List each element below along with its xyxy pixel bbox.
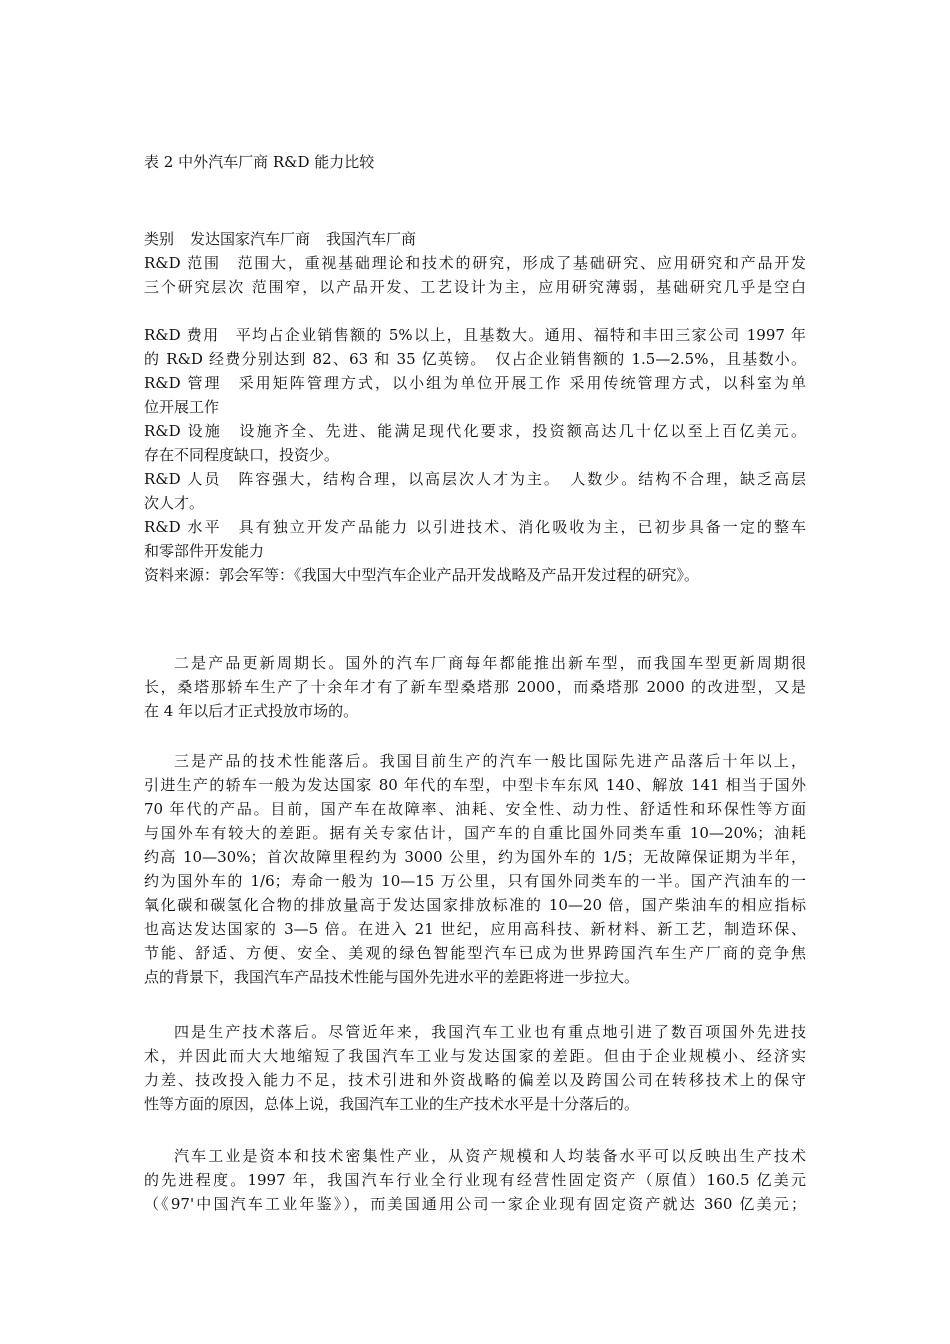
table-row-line: R&D 管理 采用矩阵管理方式，以小组为单位开展工作 采用传统管理方式，以科室为单 (144, 374, 806, 392)
paragraph-line: 术，并因此而大大地缩短了我国汽车工业与发达国家的差距。但由于企业规模小、经济实 (144, 1047, 806, 1065)
header-developed: 发达国家汽车厂商 (190, 230, 311, 248)
paragraph-line: 力差、技改投入能力不足，技术引进和外资战略的偏差以及跨国公司在转移技术上的保守 (144, 1071, 806, 1089)
header-category: 类别 (144, 230, 175, 248)
paragraph-line: 引进生产的轿车一般为发达国家 80 年代的车型，中型卡车东风 140、解放 141 相当于国外 (144, 776, 806, 794)
paragraph-line: （《97'中国汽车工业年鉴》），而美国通用公司一家企业现有固定资产就达 360 亿美元； (144, 1195, 806, 1213)
comparison-table (144, 227, 806, 587)
table-source: 资料来源：郭会军等：《我国大中型汽车企业产品开发战略及产品开发过程的研究》。 (144, 566, 700, 584)
paragraph-line: 的先进程度。1997 年，我国汽车行业全行业现有经营性固定资产（原值）160.5 亿美元 (144, 1171, 806, 1189)
paragraph-line: 长，桑塔那轿车生产了十余年才有了新车型桑塔那 2000，而桑塔那 2000 的改进型，又是 (144, 678, 806, 696)
table-row-line: R&D 费用 平均占企业销售额的 5%以上，且基数大。通用、福特和丰田三家公司 1997 年 (144, 326, 806, 344)
table-header-row (144, 227, 806, 251)
paragraph-line: 二是产品更新周期长。国外的汽车厂商每年都能推出新车型，而我国车型更新周期很 (174, 654, 806, 672)
table-row-management (144, 371, 806, 419)
paragraph-line: 四是生产技术落后。尽管近年来，我国汽车工业也有重点地引进了数百项国外先进技 (174, 1023, 806, 1041)
paragraph-line: 约为国外车的 1/6；寿命一般为 10—15 万公里，只有国外同类车的一半。国产汽油车的一 (144, 872, 806, 890)
table-row-personnel (144, 467, 806, 515)
paragraph-line: 在 4 年以后才正式投放市场的。 (144, 702, 359, 720)
table-row-line: 次人才。 (144, 494, 205, 512)
table-row-line: 和零部件开发能力 (144, 542, 265, 560)
table-row-scope (144, 251, 806, 299)
paragraph-line: 与国外车有较大的差距。据有关专家估计，国产车的自重比国外同类车重 10—20%；油耗 (144, 824, 806, 842)
table-row-level (144, 515, 806, 563)
paragraph-line: 节能、舒适、方便、安全、美观的绿色智能型汽车已成为世界跨国汽车生产厂商的竞争焦 (144, 944, 806, 962)
paragraph-update-cycle (144, 651, 806, 723)
paragraph-line: 点的背景下，我国汽车产品技术性能与国外先进水平的差距将进一步拉大。 (144, 968, 640, 986)
table-row-line: 位开展工作 (144, 398, 220, 416)
table-row-line: R&D 设施 设施齐全、先进、能满足现代化要求，投资额高达几十亿以至上百亿美元。 (144, 422, 806, 440)
paragraph-capital-intensity (144, 1144, 806, 1216)
header-china: 我国汽车厂商 (326, 230, 417, 248)
table-title: 表 2 中外汽车厂商 R&D 能力比较 (144, 153, 375, 171)
table-row-facilities (144, 419, 806, 467)
paragraph-line: 也高达发达国家的 3—5 倍。在进入 21 世纪，应用高科技、新材料、新工艺，制造环保、 (144, 920, 806, 938)
paragraph-line: 汽车工业是资本和技术密集性产业，从资产规模和人均装备水平可以反映出生产技术 (174, 1147, 806, 1165)
table-row-line: 存在不同程度缺口，投资少。 (144, 446, 340, 464)
paragraph-line: 性等方面的原因，总体上说，我国汽车工业的生产技术水平是十分落后的。 (144, 1095, 640, 1113)
table-row-line: 的 R&D 经费分别达到 82、63 和 35 亿英镑。 仅占企业销售额的 1.5—2.5%，且基数小。 (144, 350, 806, 368)
table-row-line: R&D 人员 阵容强大，结构合理，以高层次人才为主。 人数少。结构不合理，缺乏高层 (144, 470, 806, 488)
paragraph-line: 70 年代的产品。目前，国产车在故障率、油耗、安全性、动力性、舒适性和环保性等方面 (144, 800, 806, 818)
table-row-line: R&D 范围 范围大，重视基础理论和技术的研究，形成了基础研究、应用研究和产品开发 (144, 254, 806, 272)
table-row-line: 三个研究层次 范围窄，以产品开发、工艺设计为主，应用研究薄弱，基础研究几乎是空白 (144, 278, 806, 296)
table-row-cost (144, 323, 806, 371)
table-row-line: R&D 水平 具有独立开发产品能力 以引进技术、消化吸收为主，已初步具备一定的整车 (144, 518, 806, 536)
paragraph-line: 氧化碳和碳氢化合物的排放量高于发达国家排放标准的 10—20 倍，国产柴油车的相应指标 (144, 896, 806, 914)
paragraph-line: 约高 10—30%；首次故障里程约为 3000 公里，约为国外车的 1/5；无故障保证期为半年， (144, 848, 806, 866)
paragraph-production-technology (144, 1020, 806, 1116)
paragraph-line: 三是产品的技术性能落后。我国目前生产的汽车一般比国际先进产品落后十年以上， (174, 752, 806, 770)
paragraph-technical-performance (144, 749, 806, 989)
